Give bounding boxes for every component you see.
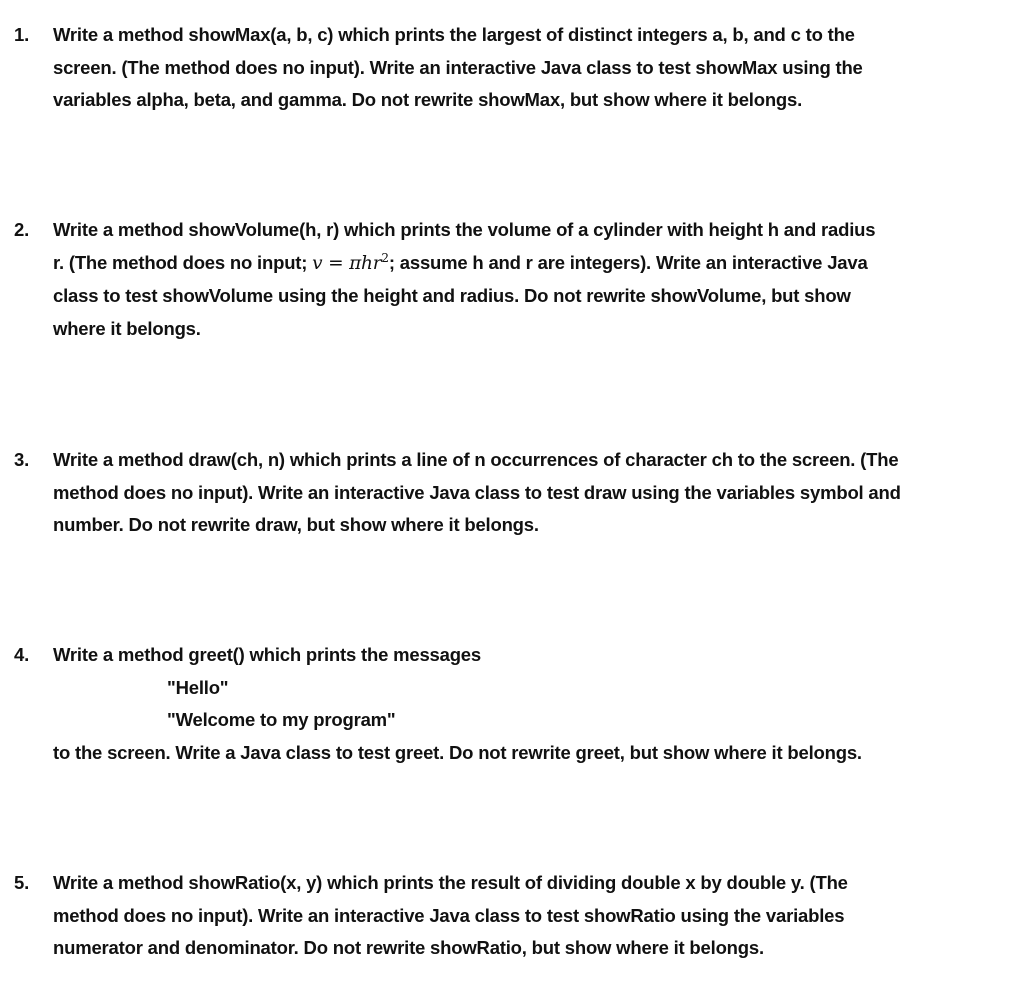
- question-number: 5.: [14, 872, 30, 893]
- question-line-text: r. (The method does no input;: [53, 251, 313, 273]
- question-line: Write a method greet() which prints the messages: [53, 644, 481, 665]
- question-line: Write a method showVolume(h, r) which prints the volume of a cylinder with height h and radius: [53, 219, 876, 240]
- question-line: Write a method showMax(a, b, c) which prints the largest of distinct integers a, b, and c to the: [53, 24, 855, 45]
- question-text: [53, 19, 1004, 117]
- question-line: where it belongs.: [53, 317, 201, 339]
- formula-expression: πhr: [349, 252, 382, 274]
- question-4: [14, 639, 1004, 769]
- question-5: [14, 867, 1004, 965]
- formula-equals: =: [322, 252, 350, 274]
- formula-exponent: 2: [381, 250, 389, 265]
- question-3: [14, 444, 1004, 542]
- question-2: [14, 214, 1004, 345]
- formula-variable: v: [312, 252, 323, 274]
- question-line: to the screen. Write a Java class to test greet. Do not rewrite greet, but show where it belongs.: [53, 741, 862, 763]
- question-line-text: ; assume h and r are integers). Write an interactive Java: [388, 251, 868, 273]
- question-text: [53, 867, 1004, 965]
- message-line: "Welcome to my program": [167, 709, 396, 730]
- question-line: screen. (The method does no input). Write an interactive Java class to test showMax using the: [53, 56, 863, 78]
- question-line: variables alpha, beta, and gamma. Do not rewrite showMax, but show where it belongs.: [53, 89, 803, 110]
- question-line: [53, 247, 1004, 281]
- question-text: [53, 444, 1004, 542]
- message-line: "Hello": [167, 676, 229, 698]
- question-line: method does no input). Write an interactive Java class to test draw using the variables symbol and: [53, 481, 901, 503]
- question-line: class to test showVolume using the height and radius. Do not rewrite showVolume, but show: [53, 285, 851, 306]
- question-number: 2.: [14, 219, 30, 240]
- question-number: 1.: [14, 24, 30, 45]
- question-number: 3.: [14, 449, 30, 470]
- question-text: [53, 214, 1004, 345]
- question-line: numerator and denominator. Do not rewrite showRatio, but show where it belongs.: [53, 937, 764, 958]
- question-line: method does no input). Write an interactive Java class to test showRatio using the variables: [53, 904, 845, 926]
- question-line: Write a method showRatio(x, y) which prints the result of dividing double x by double y. (The: [53, 872, 848, 893]
- question-number: 4.: [14, 644, 30, 665]
- question-text: [53, 639, 1004, 769]
- question-1: [14, 19, 1004, 117]
- question-line: Write a method draw(ch, n) which prints a line of n occurrences of character ch to the screen. (The: [53, 449, 899, 470]
- volume-formula: [312, 250, 389, 274]
- question-line: number. Do not rewrite draw, but show where it belongs.: [53, 514, 539, 535]
